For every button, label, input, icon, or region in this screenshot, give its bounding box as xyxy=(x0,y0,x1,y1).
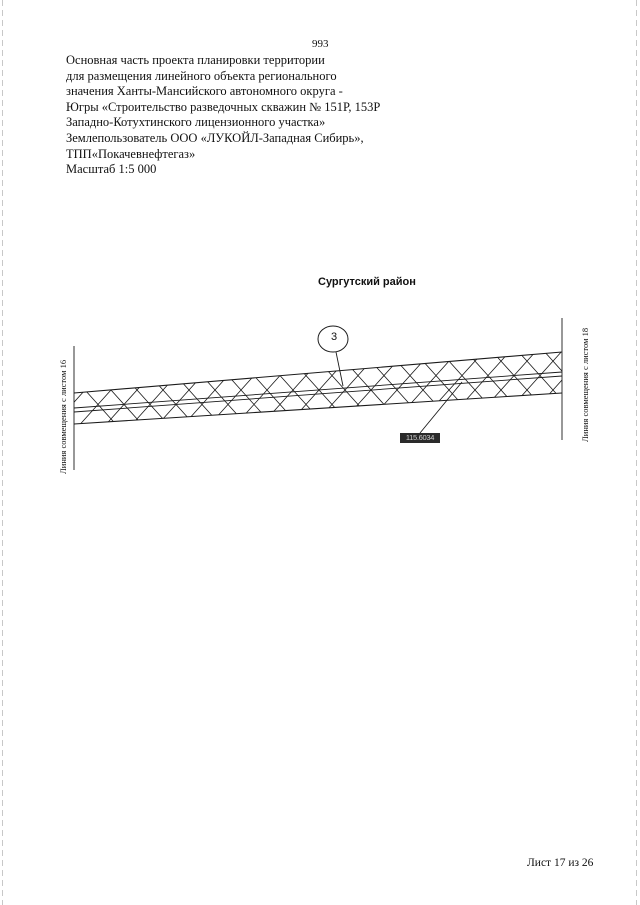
hatch-line xyxy=(586,340,640,440)
strip-boundary-top xyxy=(74,352,562,393)
region-title: Сургутский район xyxy=(318,276,416,288)
hatch-line xyxy=(144,340,234,440)
plate-leader xyxy=(420,382,462,433)
sheet-footer: Лист 17 из 26 xyxy=(527,857,594,869)
strip-hatching xyxy=(40,340,640,440)
strip-centerline-upper xyxy=(74,372,562,408)
hatch-line xyxy=(352,340,442,440)
match-line-right-label: Линия совмещения с листом 18 xyxy=(580,327,590,442)
hatch-line xyxy=(222,340,312,440)
hatch-line xyxy=(430,340,520,440)
hatch-line xyxy=(170,340,260,440)
hatch-line xyxy=(196,340,286,440)
header-line: Землепользователь ООО «ЛУКОЙЛ-Западная Сибирь», xyxy=(66,130,364,145)
scale-label: Масштаб 1:5 000 xyxy=(66,162,157,177)
match-line-left-label: Линия совмещения с листом 16 xyxy=(58,359,68,474)
hatch-line xyxy=(248,340,338,440)
hatch-line xyxy=(404,340,494,440)
header-line: ТПП«Покачевнефтегаз» xyxy=(66,146,196,161)
hatch-line xyxy=(118,340,208,440)
header-line: для размещения линейного объекта регионального xyxy=(66,68,337,83)
hatch-line xyxy=(378,340,468,440)
plate-label: 115.6034 xyxy=(400,433,440,443)
hatch-line xyxy=(560,340,640,440)
header-line: Основная часть проекта планировки территории xyxy=(66,53,325,67)
header-line: Западно-Котухтинского лицензионного участка» xyxy=(66,115,326,130)
header-line: Югры «Строительство разведочных скважин № 151Р, 153Р xyxy=(66,99,381,114)
page-number: 993 xyxy=(312,38,329,50)
hatch-line xyxy=(40,340,130,440)
callout-number: 3 xyxy=(330,331,338,343)
header-line: значения Ханты-Мансийского автономного округа - xyxy=(66,84,343,99)
hatch-line xyxy=(534,340,624,440)
hatch-line xyxy=(40,340,130,440)
hatch-line xyxy=(560,340,640,440)
strip-centerline-lower xyxy=(74,376,562,412)
hatch-line xyxy=(586,340,640,440)
strip-boundary-bottom xyxy=(74,393,562,424)
